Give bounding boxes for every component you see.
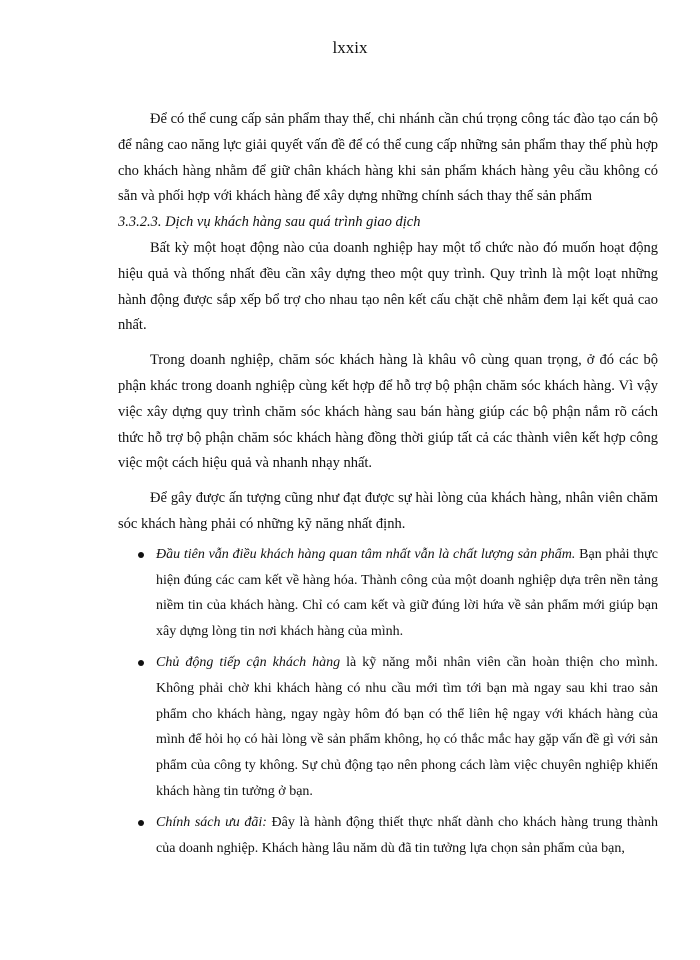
- bullet-icon: [138, 660, 144, 666]
- bullet-text: Đây là hành động thiết thực nhất dành cho khách hàng trung thành của doanh nghiệp. Khách hàng lâu năm dù đã tin tưởng lựa chọn sản phẩm của bạn,: [156, 814, 659, 856]
- list-item: [118, 650, 658, 805]
- bullet-icon: [138, 820, 144, 826]
- paragraph: Bất kỳ một hoạt động nào của doanh nghiệp hay một tổ chức nào đó muốn hoạt động hiệu quả và thống nhất đều cần xây dựng theo một quy trình. Quy trình là một loạt những hành động được sắp xếp bổ trợ cho nhau tạo nên kết cấu chặt chẽ nhằm đem lại kết quả cao nhất.: [118, 239, 658, 334]
- paragraph: Trong doanh nghiệp, chăm sóc khách hàng là khâu vô cùng quan trọng, ở đó các bộ phận khác trong doanh nghiệp cùng kết hợp để hỗ trợ bộ phận chăm sóc khách hàng. Vì vậy việc xây dựng quy trình chăm sóc khách hàng sau bán hàng giúp các bộ phận nắm rõ cách thức hỗ trợ bộ phận chăm sóc khách hàng đồng thời giúp tất cả các thành viên kết hợp công việc một cách hiệu quả và nhanh nhạy nhất.: [118, 352, 658, 472]
- bullet-text: Bạn phải thực hiện đúng các cam kết về hàng hóa. Thành công của một doanh nghiệp dựa trên nền tảng niềm tin của khách hàng. Chỉ có cam kết và giữ đúng lời hứa về sản phẩm mới giúp bạn xây dựng lòng tin nơi khách hàng của mình.: [156, 546, 658, 640]
- bullet-lead: Chính sách ưu đãi:: [156, 814, 267, 830]
- list-item: [118, 810, 658, 862]
- paragraph: Để có thể cung cấp sản phẩm thay thế, chi nhánh cần chú trọng công tác đào tạo cán bộ để nâng cao năng lực giải quyết vấn đề để có thể cung cấp những sản phẩm thay thế phù hợp cho khách hàng nhằm để giữ chân khách hàng khi sản phẩm khách hàng yêu cầu không có sẵn và phối hợp với khách hàng để xây dựng những chính sách thay thế sản phẩm: [118, 111, 658, 205]
- paragraph: Để gây được ấn tượng cũng như đạt được sự hài lòng của khách hàng, nhân viên chăm sóc khách hàng phải có những kỹ năng nhất định.: [118, 490, 658, 532]
- bullet-text: là kỹ năng mỗi nhân viên cần hoàn thiện cho mình. Không phải chờ khi khách hàng có nhu cầu mới tìm tới bạn mà ngay sau khi trao sản phẩm cho khách hàng, ngay ngày hôm đó bạn có thể liên hệ ngay với khách hàng của mình để hỏi họ có hài lòng về sản phẩm không, họ có thắc mắc hay gặp vấn đề gì với sản phẩm của công ty không. Sự chủ động tạo nên phong cách làm việc chuyên nghiệp khiến khách hàng tin tưởng ở bạn.: [156, 654, 658, 799]
- bullet-lead: Chủ động tiếp cận khách hàng: [156, 654, 341, 670]
- bullet-icon: [138, 552, 144, 558]
- list-item: [118, 542, 658, 645]
- bullet-lead: Đầu tiên vẫn điều khách hàng quan tâm nhất vẫn là chất lượng sản phẩm.: [156, 546, 576, 562]
- bullet-list: [118, 542, 658, 862]
- section-heading: 3.3.2.3. Dịch vụ khách hàng sau quá trình giao dịch: [118, 214, 421, 231]
- page-number: lxxix: [332, 38, 368, 57]
- page-content: [118, 107, 658, 866]
